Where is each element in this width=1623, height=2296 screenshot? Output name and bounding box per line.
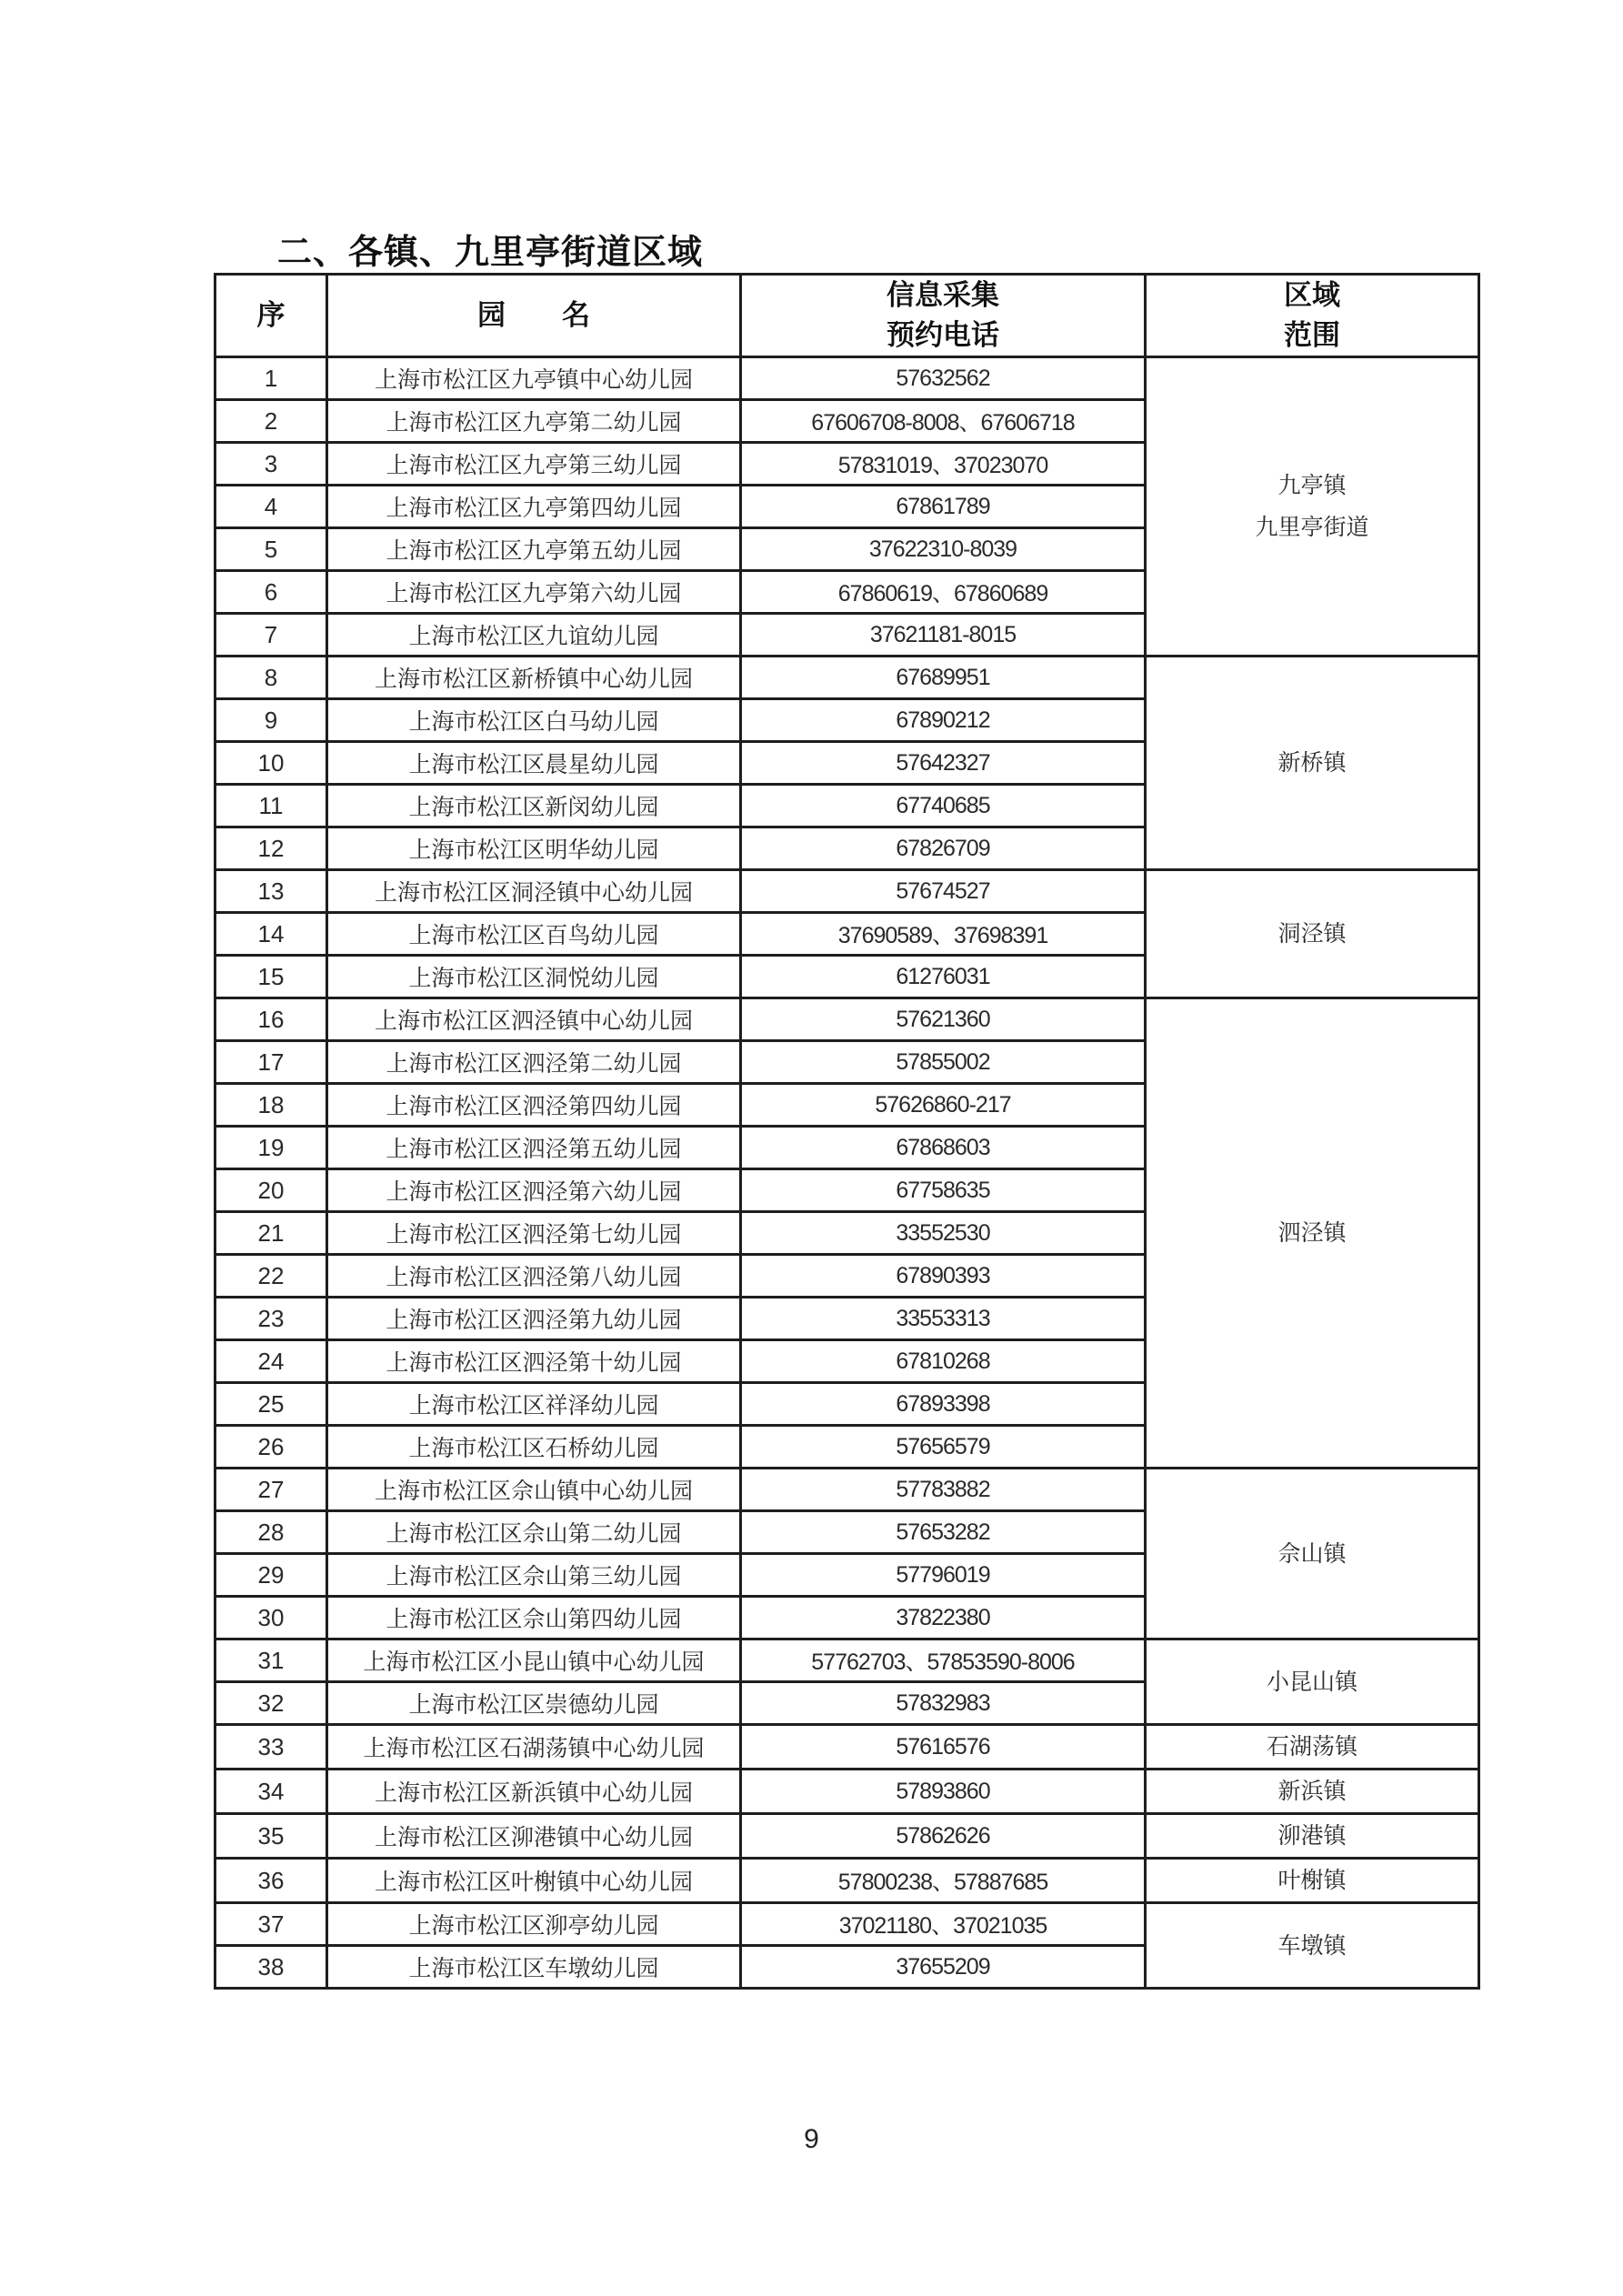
row-phone: 67606708-8008、67606718 [741,400,1146,443]
row-phone: 57832983 [741,1682,1146,1725]
page-number: 9 [804,2124,819,2154]
region-label-line: 新桥镇 [1277,749,1347,776]
row-kindergarten-name: 上海市松江区泗泾第八幼儿园 [327,1255,741,1298]
header-region [1146,275,1479,357]
row-seq: 22 [215,1255,327,1298]
row-phone: 33553313 [741,1298,1146,1340]
row-seq: 6 [215,571,327,614]
row-seq: 12 [215,827,327,870]
header-phone-line2: 预约电话 [887,319,999,352]
table-row [215,1814,1479,1859]
row-region [1146,1770,1479,1814]
row-kindergarten-name: 上海市松江区晨星幼儿园 [327,742,741,785]
header-region-line1: 区域 [1284,279,1340,312]
row-seq: 24 [215,1340,327,1383]
row-phone: 37690589、37698391 [741,913,1146,956]
row-seq: 4 [215,486,327,528]
row-kindergarten-name: 上海市松江区佘山镇中心幼儿园 [327,1469,741,1511]
row-phone: 67810268 [741,1340,1146,1383]
row-seq: 14 [215,913,327,956]
row-kindergarten-name: 上海市松江区小昆山镇中心幼儿园 [327,1639,741,1682]
table-row [215,998,1479,1041]
table-row [215,1770,1479,1814]
region-label-line: 新浜镇 [1277,1778,1347,1804]
row-seq: 29 [215,1554,327,1597]
table-row [215,1469,1479,1511]
row-phone: 57800238、57887685 [741,1859,1146,1903]
row-kindergarten-name: 上海市松江区泗泾第五幼儿园 [327,1127,741,1169]
row-kindergarten-name: 上海市松江区祥泽幼儿园 [327,1383,741,1426]
row-kindergarten-name: 上海市松江区九亭镇中心幼儿园 [327,357,741,400]
row-kindergarten-name: 上海市松江区九谊幼儿园 [327,614,741,657]
row-seq: 36 [215,1859,327,1903]
region-label-line: 叶榭镇 [1277,1867,1347,1893]
row-kindergarten-name: 上海市松江区佘山第四幼儿园 [327,1597,741,1639]
row-seq: 21 [215,1212,327,1255]
table-row [215,1639,1479,1682]
row-kindergarten-name: 上海市松江区泗泾第六幼儿园 [327,1169,741,1212]
row-region [1146,1859,1479,1903]
row-phone: 57796019 [741,1554,1146,1597]
region-label-line: 九里亭街道 [1255,514,1369,540]
table-body [215,357,1479,1989]
row-phone: 67893398 [741,1383,1146,1426]
row-phone: 57656579 [741,1426,1146,1469]
row-kindergarten-name: 上海市松江区明华幼儿园 [327,827,741,870]
row-phone: 57653282 [741,1511,1146,1554]
row-phone: 61276031 [741,956,1146,998]
row-kindergarten-name: 上海市松江区新桥镇中心幼儿园 [327,657,741,699]
row-phone: 57855002 [741,1041,1146,1084]
table-header-row [215,275,1479,357]
row-phone: 57831019、37023070 [741,443,1146,486]
row-kindergarten-name: 上海市松江区九亭第四幼儿园 [327,486,741,528]
row-seq: 17 [215,1041,327,1084]
row-phone: 67868603 [741,1127,1146,1169]
row-seq: 10 [215,742,327,785]
row-seq: 9 [215,699,327,742]
row-phone: 57616576 [741,1725,1146,1770]
row-kindergarten-name: 上海市松江区泗泾第九幼儿园 [327,1298,741,1340]
table-row [215,1903,1479,1946]
row-kindergarten-name: 上海市松江区泗泾第七幼儿园 [327,1212,741,1255]
row-seq: 32 [215,1682,327,1725]
row-phone: 67890393 [741,1255,1146,1298]
row-kindergarten-name: 上海市松江区九亭第五幼儿园 [327,528,741,571]
row-seq: 3 [215,443,327,486]
row-kindergarten-name: 上海市松江区新浜镇中心幼儿园 [327,1770,741,1814]
row-seq: 30 [215,1597,327,1639]
row-seq: 18 [215,1084,327,1127]
row-seq: 20 [215,1169,327,1212]
row-region [1146,1725,1479,1770]
row-phone: 57621360 [741,998,1146,1041]
row-kindergarten-name: 上海市松江区车墩幼儿园 [327,1946,741,1989]
row-seq: 33 [215,1725,327,1770]
row-seq: 23 [215,1298,327,1340]
row-kindergarten-name: 上海市松江区泗泾第四幼儿园 [327,1084,741,1127]
row-kindergarten-name: 上海市松江区佘山第二幼儿园 [327,1511,741,1554]
row-seq: 19 [215,1127,327,1169]
row-phone: 57632562 [741,357,1146,400]
row-kindergarten-name: 上海市松江区崇德幼儿园 [327,1682,741,1725]
row-phone: 67740685 [741,785,1146,827]
row-kindergarten-name: 上海市松江区洞泾镇中心幼儿园 [327,870,741,913]
table-row [215,357,1479,400]
row-phone: 57862626 [741,1814,1146,1859]
row-kindergarten-name: 上海市松江区泖港镇中心幼儿园 [327,1814,741,1859]
row-region [1146,1903,1479,1989]
table-row [215,657,1479,699]
region-label-line: 佘山镇 [1277,1539,1347,1567]
row-region [1146,870,1479,998]
table-row [215,1859,1479,1903]
region-label-line: 九亭镇 [1277,472,1347,498]
section-title: 二、各镇、九里亭街道区域 [277,232,704,272]
region-label-line: 石湖荡镇 [1266,1733,1358,1760]
row-phone: 67860619、67860689 [741,571,1146,614]
row-phone: 37655209 [741,1946,1146,1989]
row-seq: 35 [215,1814,327,1859]
row-phone: 57626860-217 [741,1084,1146,1127]
row-seq: 2 [215,400,327,443]
row-kindergarten-name: 上海市松江区石桥幼儿园 [327,1426,741,1469]
row-seq: 31 [215,1639,327,1682]
row-region [1146,657,1479,870]
row-phone: 57783882 [741,1469,1146,1511]
row-kindergarten-name: 上海市松江区新闵幼儿园 [327,785,741,827]
row-kindergarten-name: 上海市松江区洞悦幼儿园 [327,956,741,998]
row-seq: 37 [215,1903,327,1946]
row-phone: 33552530 [741,1212,1146,1255]
region-label-line: 小昆山镇 [1266,1668,1358,1695]
row-phone: 37621181-8015 [741,614,1146,657]
row-kindergarten-name: 上海市松江区泗泾镇中心幼儿园 [327,998,741,1041]
row-region [1146,998,1479,1469]
region-label-line: 车墩镇 [1277,1931,1347,1959]
row-kindergarten-name: 上海市松江区九亭第三幼儿园 [327,443,741,486]
row-seq: 15 [215,956,327,998]
row-region [1146,1639,1479,1725]
row-seq: 34 [215,1770,327,1814]
kindergarten-table [214,273,1480,1990]
row-phone: 57762703、57853590-8006 [741,1639,1146,1682]
row-kindergarten-name: 上海市松江区泖亭幼儿园 [327,1903,741,1946]
row-kindergarten-name: 上海市松江区石湖荡镇中心幼儿园 [327,1725,741,1770]
row-phone: 37021180、37021035 [741,1903,1146,1946]
row-phone: 67826709 [741,827,1146,870]
row-phone: 67758635 [741,1169,1146,1212]
header-seq: 序 [215,275,327,357]
row-seq: 1 [215,357,327,400]
header-region-line2: 范围 [1284,319,1340,352]
row-seq: 27 [215,1469,327,1511]
row-seq: 7 [215,614,327,657]
row-kindergarten-name: 上海市松江区百鸟幼儿园 [327,913,741,956]
row-kindergarten-name: 上海市松江区泗泾第二幼儿园 [327,1041,741,1084]
region-label-line: 泖港镇 [1277,1822,1347,1849]
row-phone: 57674527 [741,870,1146,913]
row-phone: 67890212 [741,699,1146,742]
row-seq: 8 [215,657,327,699]
table-row [215,870,1479,913]
row-seq: 16 [215,998,327,1041]
header-phone [741,275,1146,357]
row-kindergarten-name: 上海市松江区叶榭镇中心幼儿园 [327,1859,741,1903]
row-kindergarten-name: 上海市松江区泗泾第十幼儿园 [327,1340,741,1383]
row-region [1146,1469,1479,1639]
row-kindergarten-name: 上海市松江区白马幼儿园 [327,699,741,742]
row-kindergarten-name: 上海市松江区佘山第三幼儿园 [327,1554,741,1597]
row-seq: 28 [215,1511,327,1554]
row-phone: 67861789 [741,486,1146,528]
row-phone: 57893860 [741,1770,1146,1814]
row-phone: 37622310-8039 [741,528,1146,571]
row-seq: 38 [215,1946,327,1989]
row-seq: 11 [215,785,327,827]
row-region [1146,357,1479,657]
header-name: 园 名 [327,275,741,357]
row-phone: 37822380 [741,1597,1146,1639]
row-region [1146,1814,1479,1859]
row-kindergarten-name: 上海市松江区九亭第六幼儿园 [327,571,741,614]
region-label-line: 洞泾镇 [1277,920,1347,947]
row-seq: 13 [215,870,327,913]
row-seq: 5 [215,528,327,571]
header-phone-line1: 信息采集 [887,279,999,312]
row-seq: 25 [215,1383,327,1426]
row-kindergarten-name: 上海市松江区九亭第二幼儿园 [327,400,741,443]
row-phone: 57642327 [741,742,1146,785]
table-row [215,1725,1479,1770]
region-label-line: 泗泾镇 [1277,1219,1347,1246]
row-seq: 26 [215,1426,327,1469]
row-phone: 67689951 [741,657,1146,699]
